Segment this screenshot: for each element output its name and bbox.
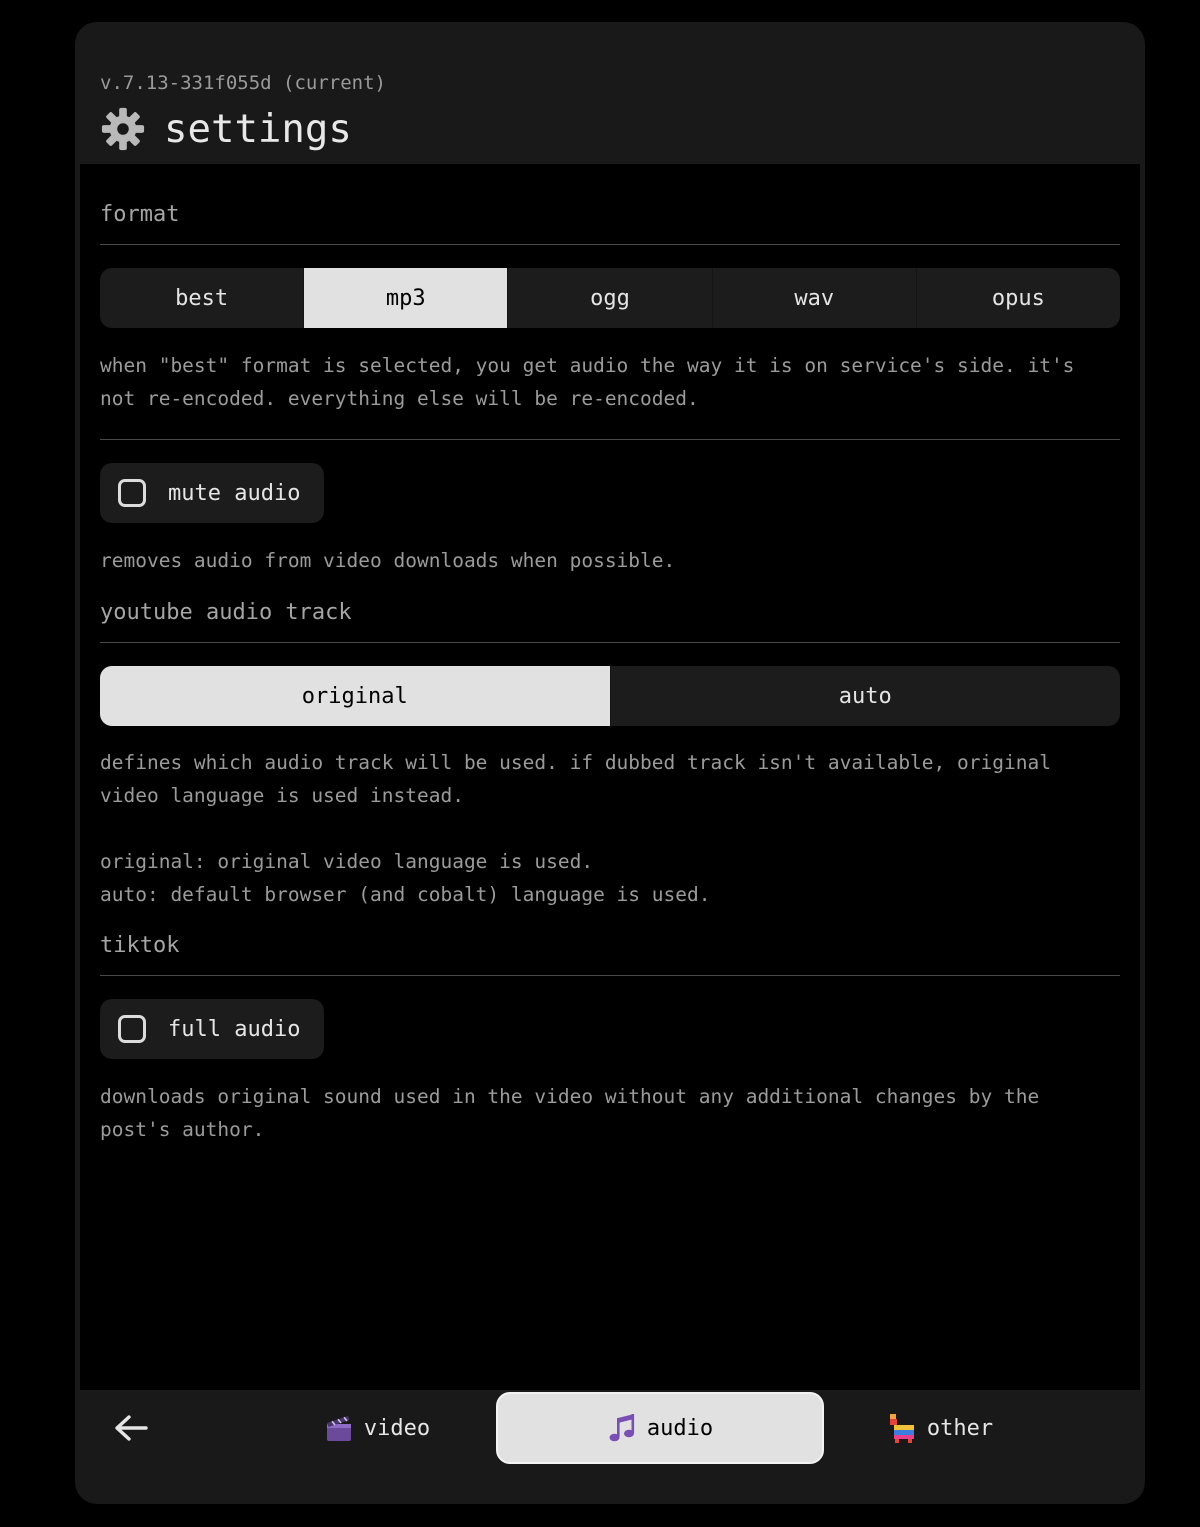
youtube-track-description: defines which audio track will be used. if dubbed track isn't available, original video language is used instead. original: original video language is used. auto: default browser (and cobalt) language is used.: [100, 751, 1051, 906]
full-audio-description: downloads original sound used in the video without any additional changes by the post's author.: [100, 1085, 1040, 1141]
format-option-mp3[interactable]: mp3: [304, 268, 508, 328]
version-label: v.7.13-331f055d (current): [100, 72, 386, 94]
youtube-track-option-original[interactable]: original: [100, 666, 611, 726]
arrow-left-icon: [114, 1414, 148, 1442]
format-option-best[interactable]: best: [100, 268, 304, 328]
divider: [100, 975, 1120, 976]
page-title: settings: [164, 106, 352, 152]
format-description: when "best" format is selected, you get audio the way it is on service's side. it's not re-encoded. everything else will be re-encoded.: [100, 354, 1075, 410]
back-button[interactable]: [109, 1408, 153, 1448]
youtube-track-option-auto[interactable]: auto: [838, 683, 892, 709]
settings-header: [75, 22, 1145, 164]
title-row: [100, 106, 352, 152]
tab-video[interactable]: [255, 1392, 499, 1464]
settings-nav: [75, 1390, 1145, 1504]
youtube-track-section-label: youtube audio track: [100, 600, 352, 625]
format-option-opus[interactable]: opus: [991, 285, 1045, 311]
full-audio-label: full audio: [168, 1016, 301, 1042]
format-section-label: format: [100, 202, 180, 227]
pinata-icon: [887, 1412, 917, 1444]
full-audio-toggle[interactable]: [100, 999, 324, 1059]
tab-other[interactable]: [815, 1392, 1065, 1464]
settings-content[interactable]: [80, 164, 1140, 1390]
music-notes-icon: [607, 1412, 637, 1444]
mute-audio-checkbox[interactable]: [118, 479, 146, 507]
youtube-track-selector: [100, 666, 1120, 726]
divider: [100, 642, 1120, 643]
divider: [100, 439, 1120, 440]
tab-video-label: video: [363, 1415, 431, 1441]
format-option-ogg[interactable]: ogg: [508, 268, 712, 328]
format-selector: [100, 268, 1120, 328]
mute-audio-description: removes audio from video downloads when possible.: [100, 549, 676, 572]
tiktok-section-label: tiktok: [100, 933, 180, 958]
settings-panel: [75, 22, 1145, 1504]
gear-icon: [100, 106, 146, 152]
tab-audio-label: audio: [646, 1415, 714, 1441]
tab-audio[interactable]: [496, 1392, 824, 1464]
format-option-wav[interactable]: wav: [713, 268, 917, 328]
clapperboard-icon: [324, 1412, 354, 1444]
tab-other-label: other: [926, 1415, 994, 1441]
full-audio-checkbox[interactable]: [118, 1015, 146, 1043]
divider: [100, 244, 1120, 245]
mute-audio-label: mute audio: [168, 480, 301, 506]
mute-audio-toggle[interactable]: [100, 463, 324, 523]
